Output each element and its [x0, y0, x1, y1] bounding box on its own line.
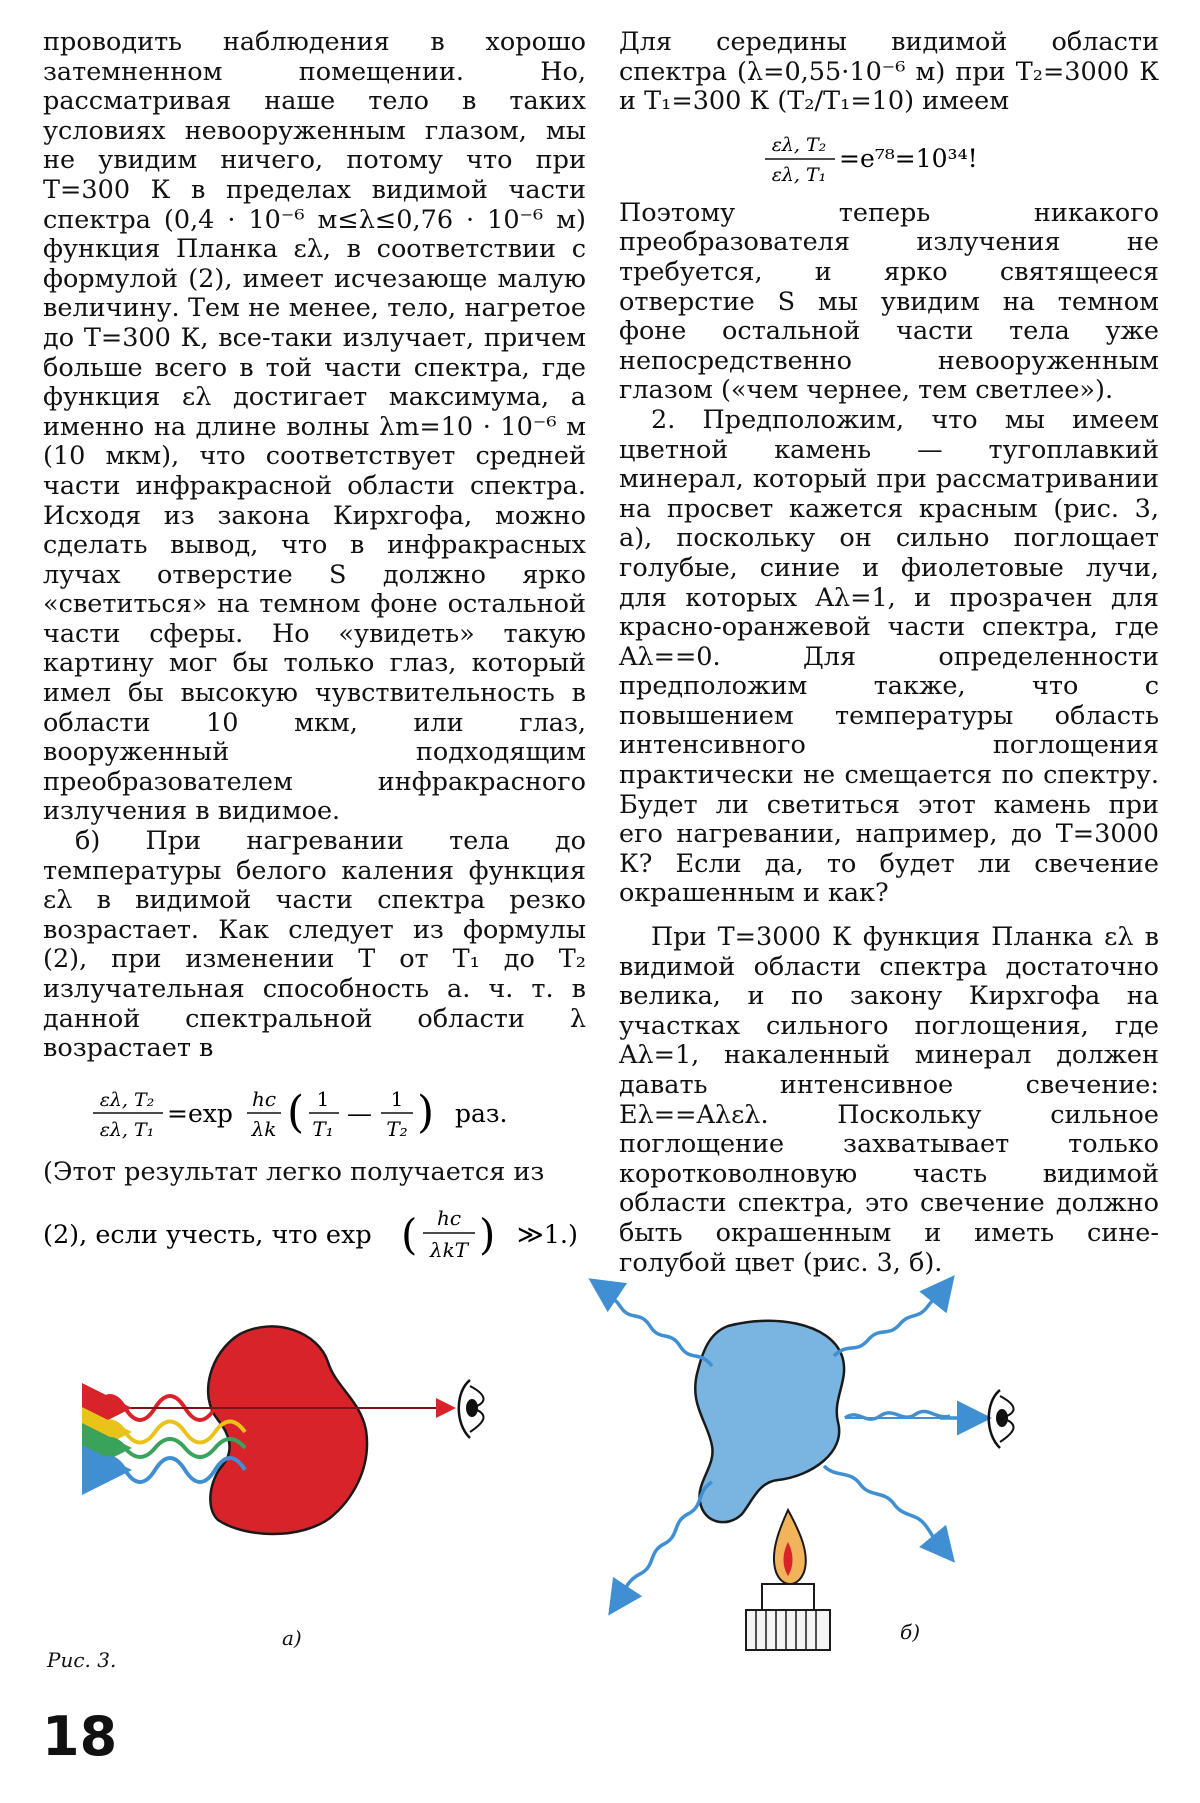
- text-column-left: [43, 28, 586, 1273]
- formula-one-a: 1: [316, 1086, 329, 1111]
- formula-numerator: ελ, T₂: [99, 1088, 154, 1111]
- inline-text-start: (2), если учесть, что exp: [43, 1220, 372, 1251]
- formula2-rhs: =e⁷⁸=10³⁴!: [839, 143, 978, 173]
- formula-minus: —: [346, 1098, 372, 1128]
- paragraph: Для середины видимой области спектра (λ=0,55·10⁻⁶ м) при T₂=3000 К и T₁=300 К (T₂/T₁=10) имеем: [619, 27, 1159, 117]
- paragraph: 2. Предположим, что мы имеем цветной камень — тугоплавкий минерал, который при рассматривании на просвет кажется красным (рис. 3, а), поскольку он сильно поглощает голубые, синие и фиолетовые лучи, для которых Aλ=1, и прозрачен для красно-оранжевой части спектра, где Aλ==0. Для определенности предположим также, что с повышением температуры область интенсивного поглощения практически не смещается по спектру. Будет ли светиться этот камень при его нагревании, например, до T=3000 К? Если да, то будет ли свечение окрашенным и как?: [619, 404, 1159, 909]
- formula-e78: [619, 129, 1159, 189]
- page-number: 18: [42, 1705, 118, 1768]
- figure-caption: Рис. 3.: [47, 1648, 117, 1672]
- formula-inline-exp: [43, 1201, 586, 1273]
- formula-tail: раз.: [454, 1098, 507, 1128]
- formula2-denominator: ελ, T₁: [771, 163, 827, 186]
- inline-paren-left: (: [401, 1210, 418, 1260]
- red-stone-shape: [208, 1326, 367, 1534]
- formula-t2: T₂: [385, 1116, 408, 1141]
- paragraph: Поэтому теперь никакого преобразователя излучения не требуется, и ярко святящееся отверстие S мы увидим на темном фоне остальной части тела уже непосредственно невооруженным глазом («чем чернее, тем светлее»).: [619, 197, 1159, 406]
- inline-text-end: ≫1.): [517, 1220, 578, 1251]
- paragraph: проводить наблюдения в хорошо затемненном помещении. Но, рассматривая наше тело в таких условиях невооруженным глазом, мы не увидим ничего, потому что при T=300 К в пределах видимой части спектра (0,4 · 10⁻⁶ м≤λ≤0,76 · 10⁻⁶ м) функция Планка ελ, в соответствии с формулой (2), имеет исчезающе малую величину. Тем не менее, тело, нагретое до T=300 К, все-таки излучает, причем больше всего в той части спектра, где функция ελ достигает максимума, а именно на длине волны λm=10 · 10⁻⁶ м (10 мкм), что соответствует средней части инфракрасной области спектра. Исходя из закона Кирхгофа, можно сделать вывод, что в инфракрасных лучах отверстие S должно ярко «светиться» на темном фоне остальной части сферы. Но «увидеть» такую картину мог бы только глаз, который имел бы высокую чувствительность в области 10 мкм, или глаз, вооруженный подходящим преобразователем инфракрасного излучения в видимое.: [43, 27, 586, 827]
- figure-label-a: а): [282, 1626, 302, 1650]
- formula-exp: =exp: [166, 1098, 233, 1128]
- formula-t1: T₁: [311, 1116, 334, 1141]
- formula-hc: hc: [251, 1086, 276, 1111]
- burner-flame: [746, 1510, 830, 1650]
- figure-label-b: б): [900, 1620, 921, 1644]
- eye-icon: [989, 1390, 1014, 1448]
- formula-exp-ratio: [43, 1082, 586, 1144]
- paragraph: При T=3000 К функция Планка ελ в видимой области спектра достаточно велика, и по закону Кирхгофа на участках сильного поглощения, где Aλ=1, накаленный минерал должен давать интенсивное свечение: Eλ==Aλελ. Поскольку сильное поглощение захватывает только коротковолновую часть видимой области спектра, это свечение должно быть окрашенным и иметь сине-голубой цвет (рис. 3, б).: [619, 922, 1159, 1278]
- formula-paren-left: (: [286, 1086, 304, 1138]
- green-wave: [95, 1439, 245, 1457]
- figure-3: [0, 1270, 1200, 1690]
- figure-panel-b: [598, 1284, 1014, 1650]
- blue-stone-shape: [695, 1321, 844, 1522]
- eye-icon: [459, 1380, 484, 1438]
- formula-lk: λk: [251, 1116, 276, 1141]
- formula2-numerator: ελ, T₂: [771, 133, 827, 156]
- formula-one-b: 1: [390, 1086, 403, 1111]
- formula-paren-right: ): [416, 1086, 434, 1138]
- inline-hc: hc: [436, 1206, 462, 1231]
- paragraph: б) При нагревании тела до температуры белого каления функция ελ в видимой части спектра резко возрастает. Как следует из формулы (2), при изменении T от T₁ до T₂ излучательная способность а. ч. т. в данной спектральной области λ возрастает в: [43, 826, 586, 1064]
- inline-lkt: λkT: [429, 1238, 469, 1263]
- paragraph: (Этот результат легко получается из: [43, 1156, 545, 1187]
- text-column-right: [619, 28, 1159, 1278]
- inline-paren-right: ): [479, 1210, 496, 1260]
- formula-denominator: ελ, T₁: [99, 1118, 154, 1141]
- figure-panel-a: [95, 1326, 484, 1534]
